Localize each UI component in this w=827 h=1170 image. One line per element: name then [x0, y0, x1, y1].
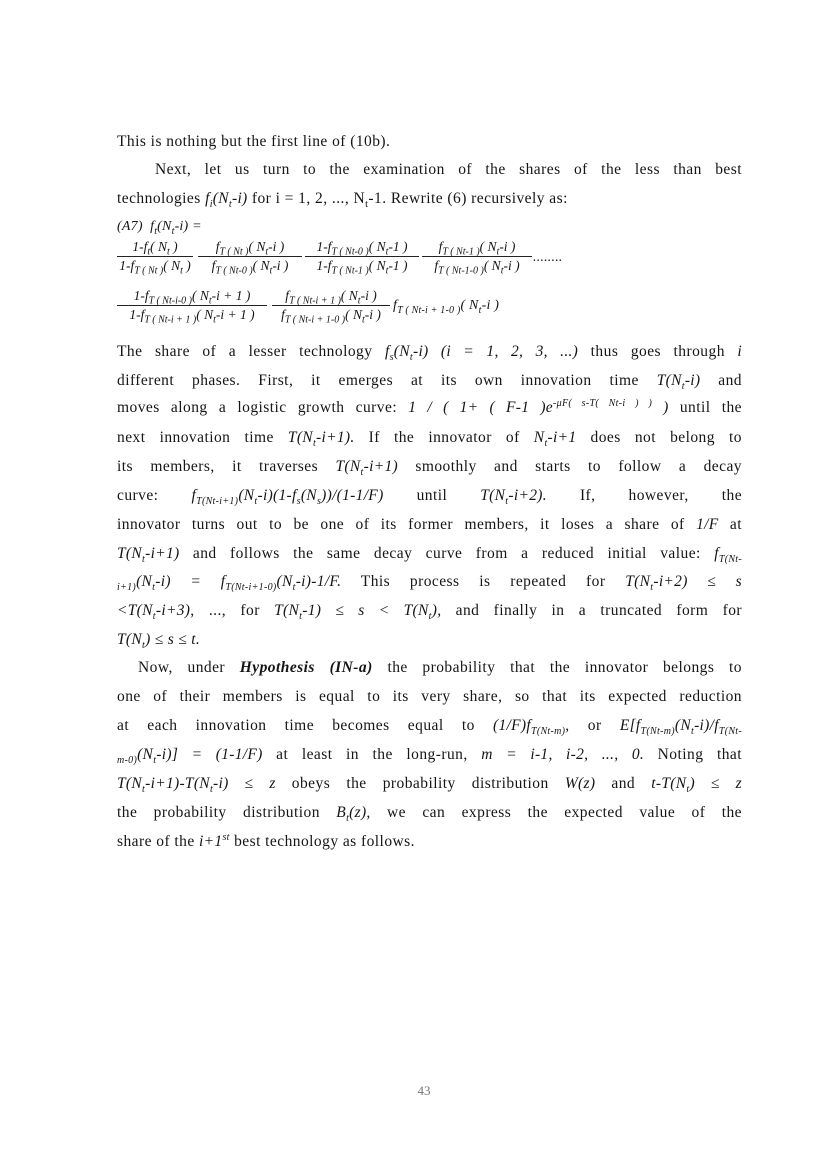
paragraph-3-line-4: next innovation time $T(N_t-i+1)$. If the innovator of $N_t-i+1$ does not belong to [117, 429, 742, 450]
paragraph-3-line-7: innovator turns out to be one of its former members, it loses a share of 1/F at [117, 516, 743, 533]
equation-fraction-5: $\frac{1-f_{T ( Nt-i-0 )}( N_t-i + 1 )}{1-f_{T ( Nt-i + 1 )}( N_t-i + 1 )}$ [117, 288, 267, 323]
paragraph-3-line-9: $_{i+1)}(N_t-i) = f_{T(Nt-i+1-0)}(N_t-i)-1/F$. This process is repeated for $T(N_t-i+2) \le s$ [117, 573, 743, 594]
paragraph-3-line-8: $T(N_t-i+1)$ and follows the same decay curve from a reduced initial value: $f_{T(Nt-}$ [117, 545, 742, 566]
paragraph-4-line-2: one of their members is equal to its very share, so that its expected reduction [117, 688, 742, 705]
equation-a7-label: (A7) $f_t(N_t-i)$ = [117, 219, 202, 237]
paragraph-3-line-11: $T(N_t) \le s \le t$. [117, 631, 201, 652]
paragraph-3-line-1: The share of a lesser technology $f_s(N_t-i) (i = 1$, 2, 3, ...) thus goes through i [117, 343, 743, 364]
paragraph-4-line-7: share of the i+1st best technology as follows. [117, 831, 415, 850]
equation-fraction-2: $\frac{f_{T ( Nt )}( N_t-i )}{f_{T ( Nt-0 )}( N_t-i )}$ [198, 239, 302, 274]
equation-dots: ........ [533, 250, 563, 265]
equation-fraction-1: $\frac{1-f_t( N_t )}{1-f_{T ( Nt )}( N_t )}$ [117, 239, 193, 274]
paragraph-4-line-5: $T(N_t-i+1)-T(N_t-i) \le z$ obeys the probability distribution W(z) and $t-T(N_t) \le z$ [117, 775, 742, 796]
paragraph-4-line-3: at each innovation time becomes equal to $(1/F)f_{T(Nt-m)}$, or $E[f_{T(Nt-m)}(N_t-i)/f_{T(Nt-}$ [117, 717, 742, 738]
paragraph-4-line-1: Now, under Hypothesis (IN-a) the probability that the innovator belongs to [138, 659, 742, 676]
paragraph-3-line-10: $<T(N_t-i+3)$, ..., for $T(N_t-1) \le s < T(N_t)$, and finally in a truncated form for [117, 602, 743, 623]
page-number: 43 [417, 1083, 431, 1098]
equation-tail-term: $f_{T ( Nt-i + 1-0 )}$( $N_t-i$ ) [393, 298, 500, 316]
equation-fraction-4: $\frac{f_{T ( Nt-1 )}( N_t-i )}{f_{T ( Nt-1-0 )}( N_t-i )}$ [422, 239, 532, 274]
paragraph-3-line-5: its members, it traverses $T(N_t-i+1)$ smoothly and starts to follow a decay [117, 458, 742, 479]
equation-fraction-3: $\frac{1-f_{T ( Nt-0 )}( N_t-1 )}{1-f_{T ( Nt-1 )}( N_t-1 )}$ [305, 239, 419, 274]
paragraph-1-line-1: This is nothing but the first line of (10b). [117, 133, 391, 150]
paragraph-4-line-6: the probability distribution $B_t(z)$, we can express the expected value of the [117, 804, 743, 825]
paragraph-2-line-2: technologies $f_i(N_t-i)$ for i = 1, 2, ..., $N_t-1$. Rewrite (6) recursively as: [117, 190, 568, 211]
paragraph-3-line-6: curve: $f_{T(Nt-i+1)}(N_t-i)(1-f_s(N_s))/(1-1/F)$ until $T(N_t-i+2)$. If, however, the [117, 487, 743, 508]
paragraph-2-line-1: Next, let us turn to the examination of the shares of the less than best [155, 161, 742, 178]
paragraph-3-line-3: moves along a logistic growth curve: 1 / ( 1+ ( F-1 )$e^{-\mu F( s-T( Nt-i ) )}$ ) until the [117, 397, 742, 416]
paragraph-3-line-2: different phases. First, it emerges at its own innovation time $T(N_t-i)$ and [117, 372, 742, 393]
paragraph-4-line-4: $_{m-0)}(N_t-i)] = (1-1/F)$ at least in the long-run, m = i-1, i-2, ..., 0. Noting that [117, 746, 742, 767]
equation-fraction-6: $\frac{f_{T ( Nt-i + 1 )}( N_t-i )}{f_{T ( Nt-i + 1-0 )}( N_t-i )}$ [272, 288, 390, 323]
